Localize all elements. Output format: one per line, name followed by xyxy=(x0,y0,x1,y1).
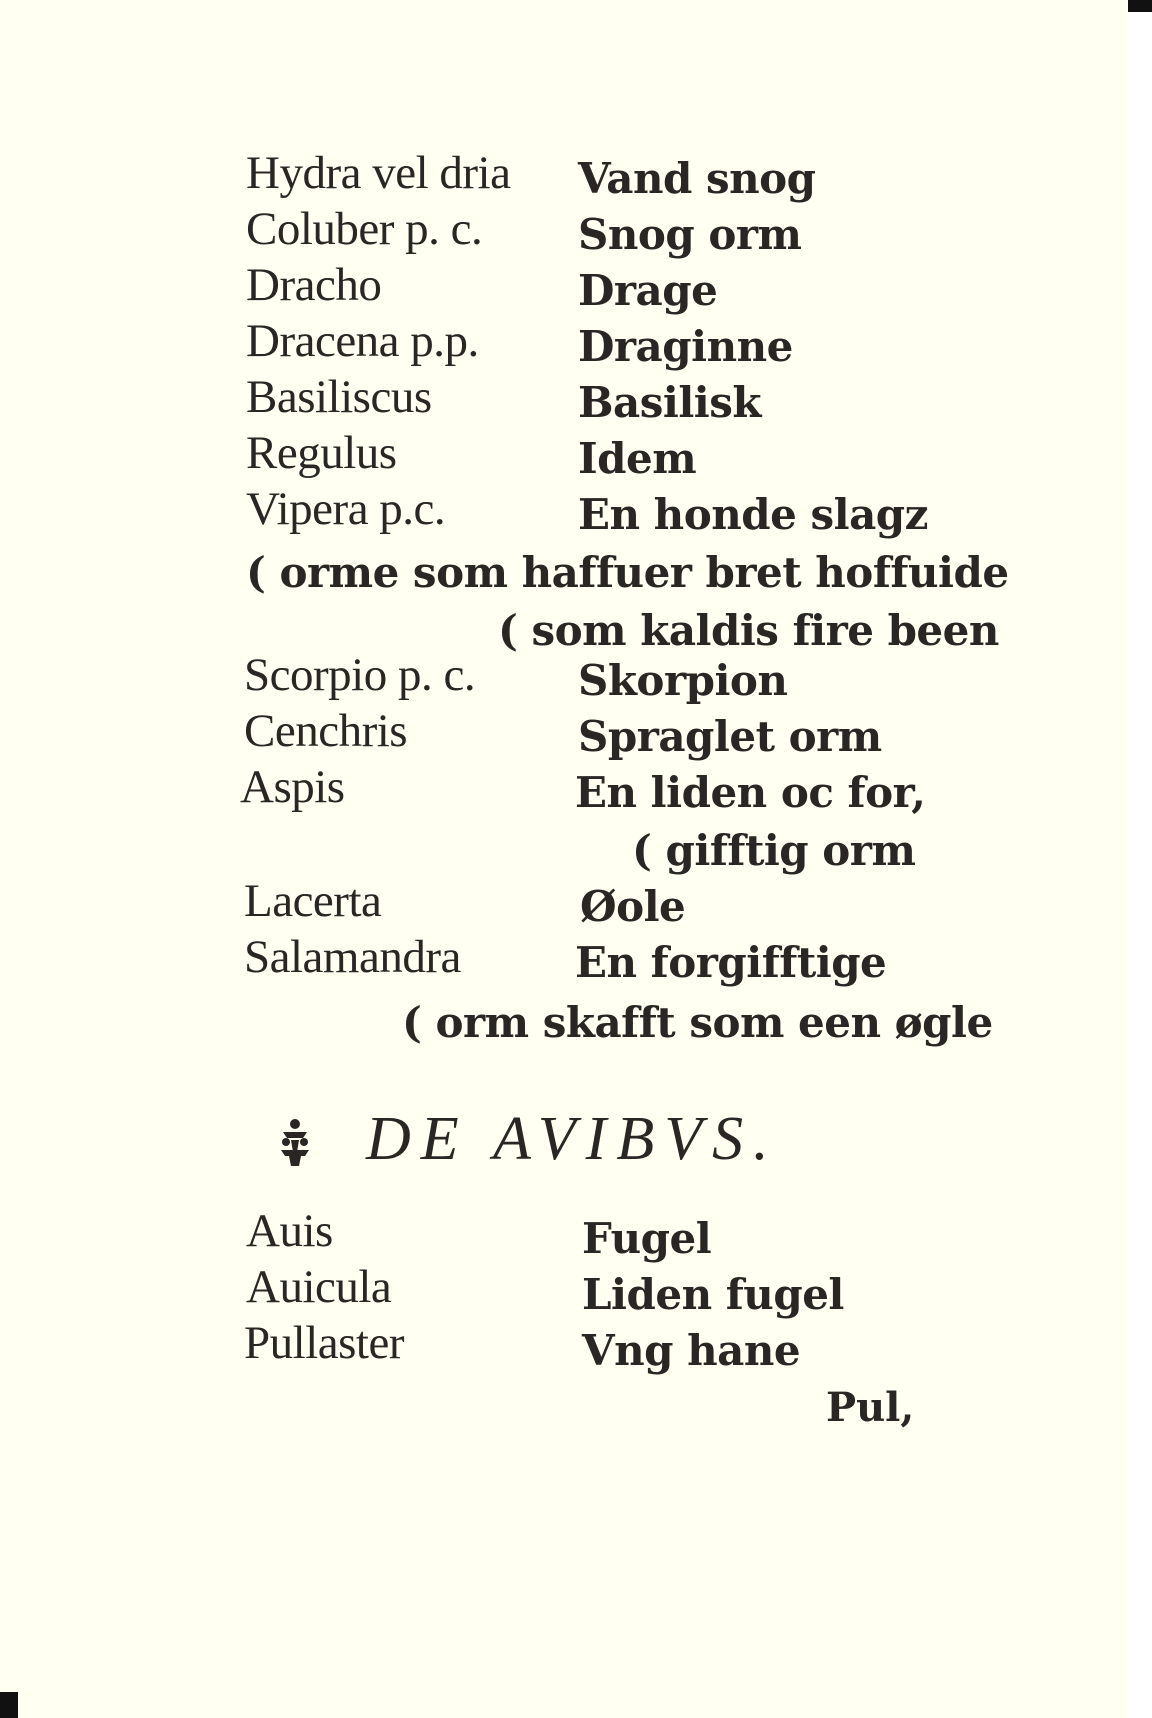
latin-term: Regulus xyxy=(246,427,397,479)
entry-continuation: ( orm skafft som een øgle xyxy=(402,998,993,1047)
latin-term: Dracena p.p. xyxy=(246,315,479,367)
vernacular-term: Vng hane xyxy=(582,1326,801,1375)
vernacular-term: Vand snog xyxy=(578,154,816,203)
vernacular-term: En honde slagz xyxy=(578,490,928,539)
latin-term: Hydra vel dria xyxy=(246,147,511,199)
vernacular-term: Skorpion xyxy=(578,656,788,705)
entry-continuation: ( orme som haffuer bret hoffuide xyxy=(246,548,1009,597)
latin-term: Lacerta xyxy=(244,875,382,927)
vernacular-term: Idem xyxy=(578,434,697,483)
vernacular-term: Drage xyxy=(578,266,718,315)
vernacular-term: Draginne xyxy=(578,322,793,371)
vernacular-term: Basilisk xyxy=(578,378,761,427)
vernacular-term: En liden oc for, xyxy=(575,768,926,817)
latin-term: Pullaster xyxy=(244,1317,404,1369)
scan-corner-mark-bottom xyxy=(0,1692,18,1718)
scan-edge xyxy=(1128,0,1152,1718)
latin-term: Salamandra xyxy=(244,931,461,983)
latin-term: Coluber p. c. xyxy=(246,203,483,255)
vernacular-term: Spraglet orm xyxy=(578,712,882,761)
scan-corner-mark-top xyxy=(1128,0,1152,12)
latin-term: Vipera p.c. xyxy=(246,483,446,535)
entry-continuation: ( som kaldis fire been xyxy=(498,606,999,655)
latin-term: Auicula xyxy=(246,1261,392,1313)
latin-term: Aspis xyxy=(240,761,345,813)
latin-term: Cenchris xyxy=(244,705,408,757)
latin-term: Auis xyxy=(246,1205,333,1257)
vernacular-term: En forgifftige xyxy=(575,938,887,987)
catchword: Pul, xyxy=(826,1384,915,1431)
fleuron-ornament-icon xyxy=(277,1116,313,1168)
entry-continuation: ( gifftig orm xyxy=(632,826,916,875)
latin-term: Basiliscus xyxy=(246,371,432,423)
latin-term: Scorpio p. c. xyxy=(244,649,476,701)
vernacular-term: Øole xyxy=(580,882,686,931)
latin-term: Dracho xyxy=(246,259,382,311)
section-heading: DE AVIBVS. xyxy=(366,1105,779,1173)
vernacular-term: Liden fugel xyxy=(582,1270,844,1319)
vernacular-term: Fugel xyxy=(582,1214,712,1263)
vernacular-term: Snog orm xyxy=(578,210,802,259)
